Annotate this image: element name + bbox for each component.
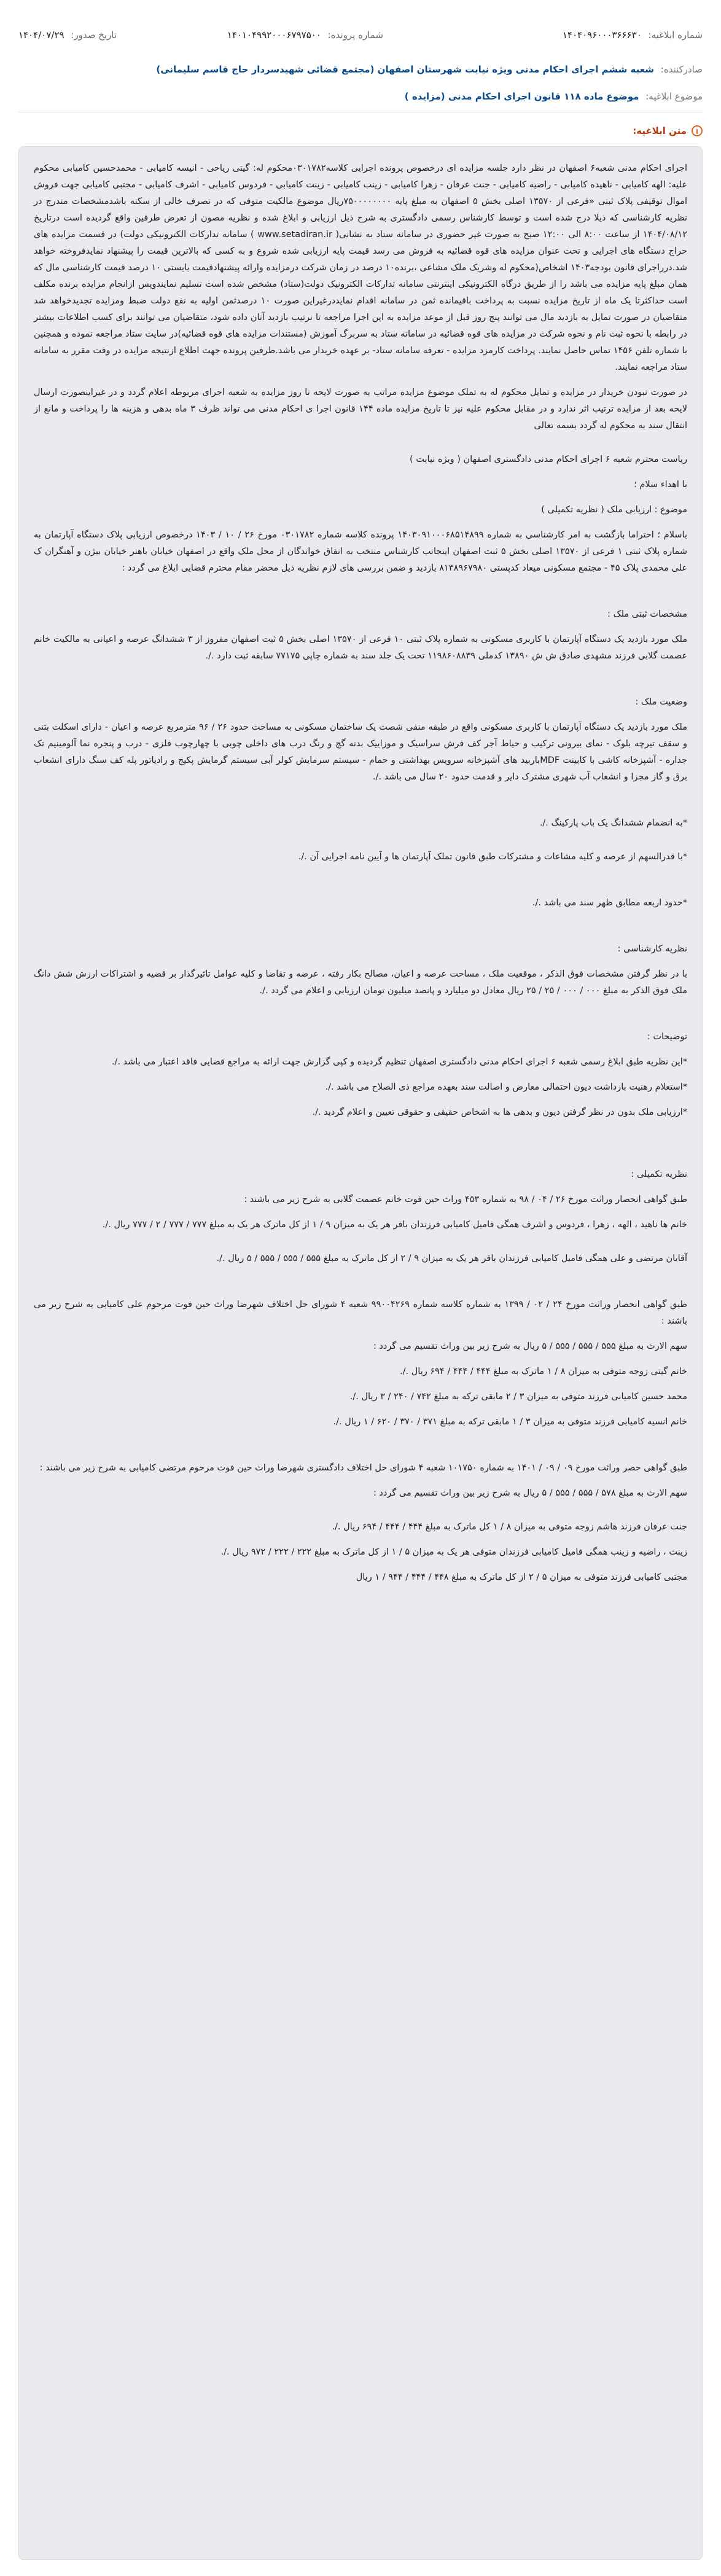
body-paragraph: سهم الارث به مبلغ ۵۵۵ / ۵۵۵ / ۵۵۵ / ۵ ریال به شرح زیر بین وراث تقسیم می گردد : [373, 1341, 687, 1351]
body-paragraph: در صورت نبودن خریدار در مزایده و تمایل محکوم له به تملک موضوع مزایده مراتب به صورت لایحه تا روز مزایده به شعبه اجرای مربوطه اعلام گردد و در غیراینصورت ارسال لایحه بعد از مزایده ترتیب اثر ندارد و در مقابل محکوم علیه نیز تا تاریخ مزایده ماده ۱۴۴ قانون اجرا ی احکام مدنی می تواند ظرف ۳ ماه بدهی و هزینه ها را پرداخت و مانع از انتقال سند به محکوم له گردد بسمه تعالی [34, 388, 687, 431]
body-paragraph: مجتبی کامیابی فرزند متوفی به میزان ۵ / ۲ از کل ماترک به مبلغ ۴۴۸ / ۴۴۴ / ۹۴۴ / ۱ ریال [356, 1572, 687, 1582]
body-paragraph: زینت ، راضیه و زینب همگی فامیل کامیابی فرزندان متوفی هر یک به میزان ۵ / ۱ از کل ماترک به مبلغ ۲۲۲ / ۲۲۲ / ۹۷۲ ریال ./. [220, 1547, 687, 1557]
body-paragraph: باسلام ؛ احتراما بازگشت به امر کارشناسی به شماره ۱۴۰۳۰۹۱۰۰۰۶۸۵۱۴۸۹۹ پرونده کلاسه شماره ۰۳۰۱۷۸۲ مورخ ۲۶ / ۱۰ / ۱۴۰۳ درخصوص ارزیابی پلاک دستگاه آپارتمان به شماره پلاک ثبتی ۱ فرعی از ۱۳۵۷۰ اصلی بخش ۵ ثبت اصفهان اینجانب کارشناس منتخب به اتفاق خواندگان از محل ملک واقع در اصفهان خیابان باهنر خیابان بیژن و آهنگران ک علی محمدی پلاک ۴۵ - مجتمع مسکونی میعاد کدپستی ۸۱۳۸۹۶۷۹۸۰ بازدید و ضمن بررسی های لازم نظریه ذیل محضر مقام محترم قضایی ابلاغ می گردد : [34, 530, 688, 573]
body-paragraph: ملک مورد بازدید یک دستگاه آپارتمان با کاربری مسکونی به شماره پلاک ثبتی ۱۰ فرعی از ۱۳۵۷۰ اصلی بخش ۵ ثبت اصفهان مفروز از ۳ ششدانگ عرصه و اعیانی به مالکیت خانم عصمت گلابی فرزند مشهدی صادق ش ش ۱۳۸۹۰ کدملی ۱۱۹۸۶۰۸۸۳۹ تحت یک جلد سند به شماره چاپی ۷۷۱۷۵ سابقه ثبت دارد ./. [34, 634, 688, 661]
announcement-number-value: ۱۴۰۴۰۹۶۰۰۰۳۶۶۶۳۰ [562, 29, 642, 41]
section-heading: وضعیت ملک : [635, 697, 687, 707]
case-number [227, 29, 383, 41]
section-heading: توضیحات : [647, 1032, 687, 1042]
note-item: *حدود اربعه مطابق ظهر سند می باشد ./. [532, 898, 687, 908]
info-circle-icon [692, 125, 703, 136]
issuer-label: صادرکننده: [660, 64, 703, 75]
announcement-number-label: شماره ابلاغیه: [648, 29, 703, 41]
announcement-number [563, 29, 703, 41]
issuer-value: شعبه ششم اجرای احکام مدنی ویژه نیابت شهرستان اصفهان (مجتمع قضائی شهیدسردار حاج قاسم سلیمانی) [156, 64, 654, 75]
section-heading: مشخصات ثبتی ملک : [607, 609, 687, 619]
issuer-row [18, 64, 703, 82]
notice-body-panel [18, 146, 703, 2560]
body-paragraph: جنت عرفان فرزند هاشم زوجه متوفی به میزان ۸ / ۱ کل ماترک به مبلغ ۴۴۴ / ۴۴۴ / ۶۹۴ ریال ./. [332, 1522, 687, 1532]
issue-date-value: ۱۴۰۴/۰۷/۲۹ [18, 29, 64, 41]
body-paragraph: محمد حسین کامیابی فرزند متوفی به میزان ۳ / ۲ مابقی ترکه به مبلغ ۷۴۲ / ۲۴۰ / ۳ ریال ./. [349, 1392, 687, 1402]
case-number-value: ۱۴۰۱۰۴۹۹۲۰۰۰۶۷۹۷۵۰۰ [227, 29, 321, 41]
body-paragraph: اجرای احکام مدنی شعبه۶ اصفهان در نظر دارد جلسه مزایده ای درخصوص پرونده اجرایی کلاسه۰۳۰۱۷۸۲محکوم له: گیتی ریاحی - انیسه کامیابی - محمدحسین کامیابی محکوم علیه: الهه کامیابی - ناهیده کامیابی - راضیه کامیابی - جنت عرفان - زهرا کامیابی - زینب کامیابی - زینت کامیابی - فردوس کامیابی - اشرف کامیابی - مجتبی کامیابی جهت فروش اموال توقیفی پلاک ثبتی «فرعی از ۱۳۵۷۰ اصلی بخش ۵ اصفهان به مبلغ پایه ۷۵۰۰۰۰۰۰۰۰ریال موضوع مالکیت متوفی که در تصرف خالی از سکنه باشدمشخصات مندرج در نظریه کارشناسی که ذیلا درج شده است و توسط کارشناس رسمی دادگستری به شرح ذیل ارزیابی و ابلاغ شده و نظریه مصون از تعرض طرفین واقع گردیده است درتاریخ ۱۴۰۴/۰۸/۱۲ از ساعت ۸:۰۰ الی ۱۲:۰۰ صبح به صورت غیر حضوری در سامانه ستاد به نشانی( www.setadiran.ir ) سامانه تدارکات الکترونیکی دولت) در قسمت مزایده های حراج دستگاه های اجرایی و تحت عنوان مزایده های قوه قضائیه به فروش می رسد قیمت پایه ارزیابی شده شروع و به کسی که بالاترین قیمت را پیشنهاد نمایدفروخته خواهد شد.درراجرای قانون بودجه۱۴۰۳ اشخاص(محکوم له وشریک ملک مشاعی ،برنده۱۰ درصد در زمان شرکت درمزایده وارائه پیشنهادقیمت بایستی ۱۰ درصد قیمت کارشناسی مال که همان مبلغ پایه مزایده می باشد را از طریق درگاه الکترونیکی اینترنتی سامانه تدارکات الکترونیک دولت(ستاد) مشخص شده است تسلیم نمایندوپس ازانجام مزایده برنده مکلف است حداکثرتا یک ماه از تاریخ مزایده نسبت به پرداخت باقیمانده ثمن در سامانه اقدام نمایددرغیراین صورت ۱۰ درصدثمن اولیه به نفع دولت ضبط ومزایده تجدیدخواهد شد متقاضیان در صورت تمایل به بازدید مال می توانند پنج روز قبل از موعد مزایده به این اجرا مراجعه تا ترتیب بازدید آنان داده شود، متقاضیان می توانند برای کسب اطلاعات بیشتر در رابطه با نحوه ثبت نام و نحوه شرکت در مزایده های قوه قضائیه در سامانه ستاد به سربرگ آموزش (مستندات مزایده های قوه قضائیه)در سایت ستاد مراجعه نموده و همچنین با شماره تلفن ۱۴۵۶ تماس حاصل نمایند. پرداخت کارمزد مزایده - تعرفه سامانه ستاد- بر عهده خریدار می باشد.طرفین پرونده جهت اطلاع ازنتیجه مزایده در وقت مقرر به سامانه ستاد مراجعه نمایند. [34, 163, 687, 372]
body-paragraph: طبق گواهی انحصار وراثت مورخ ۲۴ / ۰۲ / ۱۳۹۹ به شماره کلاسه شماره ۹۹۰۰۴۲۶۹ شعبه ۴ شورای حل اختلاف شهرضا وراث حین فوت مرحوم علی کامیابی به شرح زیر می باشند : [34, 1300, 687, 1326]
body-paragraph: خانم گیتی زوجه متوفی به میزان ۸ / ۱ ماترک به مبلغ ۴۴۴ / ۴۴۴ / ۶۹۴ ریال ./. [400, 1367, 687, 1376]
body-paragraph: با در نظر گرفتن مشخصات فوق الذکر ، موقعیت ملک ، مساحت عرصه و اعیان، مصالح بکار رفته ، عرضه و تقاضا و کلیه عوامل تاثیرگذار بر قضیه و اشتراکات ارزش شش دانگ ملک فوق الذکر به مبلغ ۰۰۰ / ۰۰۰ / ۲۵ / ۲۵ ریال معادل دو میلیارد و پانصد میلیون تومان ارزیابی و اعلام می گردد ./. [34, 969, 687, 996]
subject-value: موضوع ماده ۱۱۸ قانون اجرای احکام مدنی (مزایده ) [404, 91, 639, 102]
body-paragraph: آقایان مرتضی و علی همگی فامیل کامیابی فرزندان باقر هر یک به میزان ۹ / ۲ از کل ماترک به مبلغ ۵۵۵ / ۵۵۵ / ۵۵۵ / ۵ ریال ./. [216, 1254, 687, 1263]
body-paragraph: طبق گواهی حصر وراثت مورخ ۰۹ / ۰۹ / ۱۴۰۱ به شماره ۱۰۱۷۵۰ شعبه ۴ شورای حل اختلاف دادگستری شهرضا وراث حین فوت مرحوم مرتضی کامیابی به شرح زیر می باشند : [39, 1463, 687, 1473]
subject-label: موضوع ابلاغیه: [645, 91, 703, 102]
subject-row [18, 91, 703, 109]
body-paragraph: سهم الارث به مبلغ ۵۷۸ / ۵۵۵ / ۵۵۵ / ۵ ریال به شرح زیر بین وراث تقسیم می گردد : [373, 1488, 687, 1498]
section-heading: نظریه تکمیلی : [631, 1169, 687, 1179]
subject-line: موضوع : ارزیابی ملک ( نظریه تکمیلی ) [541, 505, 687, 515]
note-item: *به انضمام ششدانگ یک باب پارکینگ ./. [539, 818, 687, 828]
note-item: *با قدرالسهم از عرصه و کلیه مشاعات و مشترکات طبق قانون تملک آپارتمان ها و آیین نامه اجرایی آن ./. [298, 852, 687, 862]
notice-text-heading-label: متن ابلاغیه: [633, 125, 687, 136]
body-paragraph: خانم انسیه کامیابی فرزند متوفی به میزان ۳ / ۱ مابقی ترکه به مبلغ ۳۷۱ / ۳۷۰ / ۶۲۰ / ۱ ریال ./. [333, 1417, 687, 1427]
body-paragraph: ملک مورد بازدید یک دستگاه آپارتمان با کاربری مسکونی واقع در طبقه منفی شصت یک ساختمان مسکونی به مساحت حدود ۲۶ / ۹۶ مترمربع عرصه و اعیان - دارای اسکلت بتنی و سقف تیرچه بلوک - نمای بیرونی ترکیب و حیاط آجر کف فرش سراسیک و موزاییک بدنه گچ و رنگ درب های داخلی چوبی با چهارچوب فلزی - درب و پنجره نما آلومینیم تک جداره - آشپزخانه کاشی با کابینت MDFباربید های آشپزخانه سرویس بهداشتی و حمام - سیستم سرمایش کولر آبی سیستم گرمایش پکیج و رادیاتور پله کف سنگ دارای انشعاب برق و گاز مجزا و انشعاب آب شهری مشترک دایر و قدمت حدود ۲۰ سال می باشد ./. [34, 722, 687, 782]
body-paragraph: خانم ها ناهید ، الهه ، زهرا ، فردوس و اشرف همگی فامیل کامیابی فرزندان باقر هر یک به میزان ۹ / ۱ از کل ماترک هر یک به مبلغ ۷۷۷ / ۷۷۷ / ۲ / ۷۷۷ ریال ./. [102, 1220, 687, 1230]
notice-meta-row [18, 29, 703, 48]
section-heading: نظریه کارشناسی : [617, 944, 687, 954]
issue-date [18, 29, 117, 41]
recipient-line: رياست محترم شعبه ۶ اجرای احکام مدنی دادگستری اصفهان ( ویژه نیابت ) [410, 455, 687, 464]
note-item: *ارزیابی ملک بدون در نظر گرفتن دیون و بدهی ها به اشخاص حقیقی و حقوقی تعیین و اعلام گردید ./. [312, 1107, 687, 1117]
note-item: *این نظریه طبق ابلاغ رسمی شعبه ۶ اجرای احکام مدنی دادگستری اصفهان تنظیم گردیده و کپی گزارش جهت ارائه به مراجع قضایی فاقد اعتبار می باشد ./. [111, 1057, 687, 1067]
issue-date-label: تاریخ صدور: [71, 29, 117, 41]
case-number-label: شماره پرونده: [327, 29, 383, 41]
greeting-line: با اهداء سلام ؛ [634, 480, 687, 490]
note-item: *استعلام رهنیت بازداشت دیون احتمالی معارض و اصالت سند بعهده مراجع ذی الصلاح می باشد ./. [325, 1082, 687, 1092]
notice-text-heading [633, 123, 703, 139]
body-paragraph: طبق گواهی انحصار وراثت مورخ ۲۶ / ۰۴ / ۹۸ به شماره ۴۵۳ وراث حین فوت خانم عصمت گلابی به شرح زیر می باشند : [244, 1195, 687, 1204]
